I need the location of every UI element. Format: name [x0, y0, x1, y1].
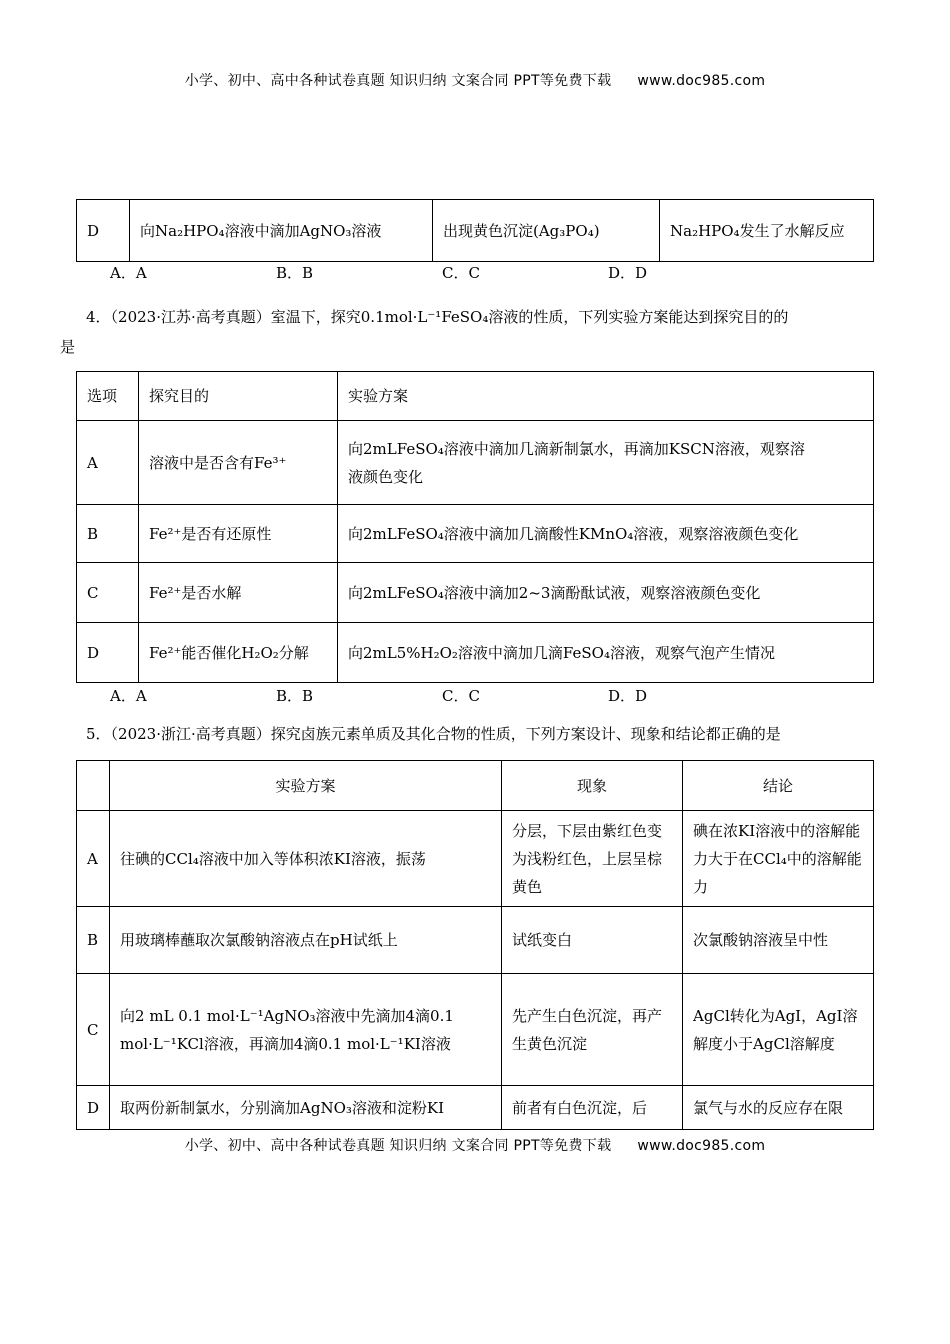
option-c: C．C: [442, 264, 480, 282]
q5-header-empty: [77, 761, 110, 811]
q4-stem: [60, 302, 876, 362]
table-row: [77, 907, 874, 974]
option-c: C．C: [442, 687, 480, 705]
q4-b-plan: 向2mLFeSO₄溶液中滴加几滴酸性KMnO₄溶液，观察溶液颜色变化: [338, 505, 874, 563]
table-row: [77, 623, 874, 683]
q5-d-plan: 取两份新制氯水，分别滴加AgNO₃溶液和淀粉KI: [110, 1086, 502, 1130]
page-header: [0, 70, 950, 90]
table-row: [77, 200, 874, 262]
q4-d-purpose: Fe²⁺能否催化H₂O₂分解: [139, 623, 338, 683]
table-row: [77, 505, 874, 563]
q5-table: [76, 760, 874, 1130]
header-text: 小学、初中、高中各种试卷真题 知识归纳 文案合同 PPT等免费下载: [184, 73, 612, 89]
q4-header-purpose: 探究目的: [139, 372, 338, 421]
q5-a-conclusion: 碘在浓KI溶液中的溶解能力大于在CCl₄中的溶解能力: [683, 811, 874, 907]
table-row: [77, 974, 874, 1086]
q4-table: [76, 371, 874, 683]
q5-c-conclusion: AgCl转化为AgI，AgI溶解度小于AgCl溶解度: [683, 974, 874, 1086]
table-header-row: [77, 372, 874, 421]
q4-a-plan-l1: 向2mLFeSO₄溶液中滴加几滴新制氯水，再滴加KSCN溶液，观察溶: [348, 439, 805, 458]
q5-c-plan: 向2 mL 0.1 mol·L⁻¹AgNO₃溶液中先滴加4滴0.1 mol·L⁻¹KCl溶液，再滴加4滴0.1 mol·L⁻¹KI溶液: [110, 974, 502, 1086]
table-row: [77, 1086, 874, 1130]
table-row: [77, 421, 874, 505]
q4-d-label: D: [77, 623, 139, 683]
q5-a-label: A: [77, 811, 110, 907]
q3-options: [110, 262, 774, 283]
q5-d-phenomenon: 前者有白色沉淀，后: [502, 1086, 683, 1130]
q4-header-plan: 实验方案: [338, 372, 874, 421]
option-a: A．A: [110, 687, 147, 705]
q5-header-conclusion: 结论: [683, 761, 874, 811]
q4-stem-line1: 4．（2023·江苏·高考真题）室温下，探究0.1mol·L⁻¹FeSO₄溶液的性质，下列实验方案能达到探究目的的: [86, 308, 789, 326]
page-footer: [0, 1135, 950, 1155]
q5-b-plan: 用玻璃棒蘸取次氯酸钠溶液点在pH试纸上: [110, 907, 502, 974]
q5-header-phenomenon: 现象: [502, 761, 683, 811]
q4-d-plan: 向2mL5%H₂O₂溶液中滴加几滴FeSO₄溶液，观察气泡产生情况: [338, 623, 874, 683]
q4-a-label: A: [77, 421, 139, 505]
q5-d-conclusion: 氯气与水的反应存在限: [683, 1086, 874, 1130]
q3-table: [76, 199, 874, 262]
option-b: B．B: [276, 264, 314, 282]
q5-c-phenomenon: 先产生白色沉淀，再产生黄色沉淀: [502, 974, 683, 1086]
q4-b-label: B: [77, 505, 139, 563]
q5-d-label: D: [77, 1086, 110, 1130]
option-a: A．A: [110, 264, 147, 282]
q5-a-plan: 往碘的CCl₄溶液中加入等体积浓KI溶液，振荡: [110, 811, 502, 907]
q4-b-purpose: Fe²⁺是否有还原性: [139, 505, 338, 563]
option-d: D．D: [608, 264, 648, 282]
q5-b-label: B: [77, 907, 110, 974]
footer-text: 小学、初中、高中各种试卷真题 知识归纳 文案合同 PPT等免费下载: [184, 1138, 612, 1154]
table-header-row: [77, 761, 874, 811]
q4-a-plan: [338, 421, 874, 505]
q5-a-phenomenon: 分层，下层由紫红色变为浅粉红色，上层呈棕黄色: [502, 811, 683, 907]
table-row: [77, 563, 874, 623]
q3-d-plan: 向Na₂HPO₄溶液中滴加AgNO₃溶液: [130, 200, 433, 262]
footer-site: www.doc985.com: [637, 1138, 766, 1154]
q4-c-label: C: [77, 563, 139, 623]
q5-c-label: C: [77, 974, 110, 1086]
q4-c-purpose: Fe²⁺是否水解: [139, 563, 338, 623]
q5-b-phenomenon: 试纸变白: [502, 907, 683, 974]
q5-header-plan: 实验方案: [110, 761, 502, 811]
q5-b-conclusion: 次氯酸钠溶液呈中性: [683, 907, 874, 974]
q4-c-plan: 向2mLFeSO₄溶液中滴加2~3滴酚酞试液，观察溶液颜色变化: [338, 563, 874, 623]
q4-a-plan-l2: 液颜色变化: [348, 467, 424, 486]
q4-options: [110, 685, 774, 706]
option-b: B．B: [276, 687, 314, 705]
q3-d-phenomenon: 出现黄色沉淀(Ag₃PO₄): [433, 200, 660, 262]
q3-d-label: D: [77, 200, 130, 262]
q5-stem: 5．（2023·浙江·高考真题）探究卤族元素单质及其化合物的性质，下列方案设计、现象和结论都正确的是: [86, 725, 781, 743]
option-d: D．D: [608, 687, 648, 705]
q4-a-purpose: 溶液中是否含有Fe³⁺: [139, 421, 338, 505]
header-site: www.doc985.com: [637, 73, 766, 89]
table-row: [77, 811, 874, 907]
q4-header-option: 选项: [77, 372, 139, 421]
q3-d-conclusion: Na₂HPO₄发生了水解反应: [660, 200, 874, 262]
q4-stem-line2: 是: [60, 338, 76, 356]
